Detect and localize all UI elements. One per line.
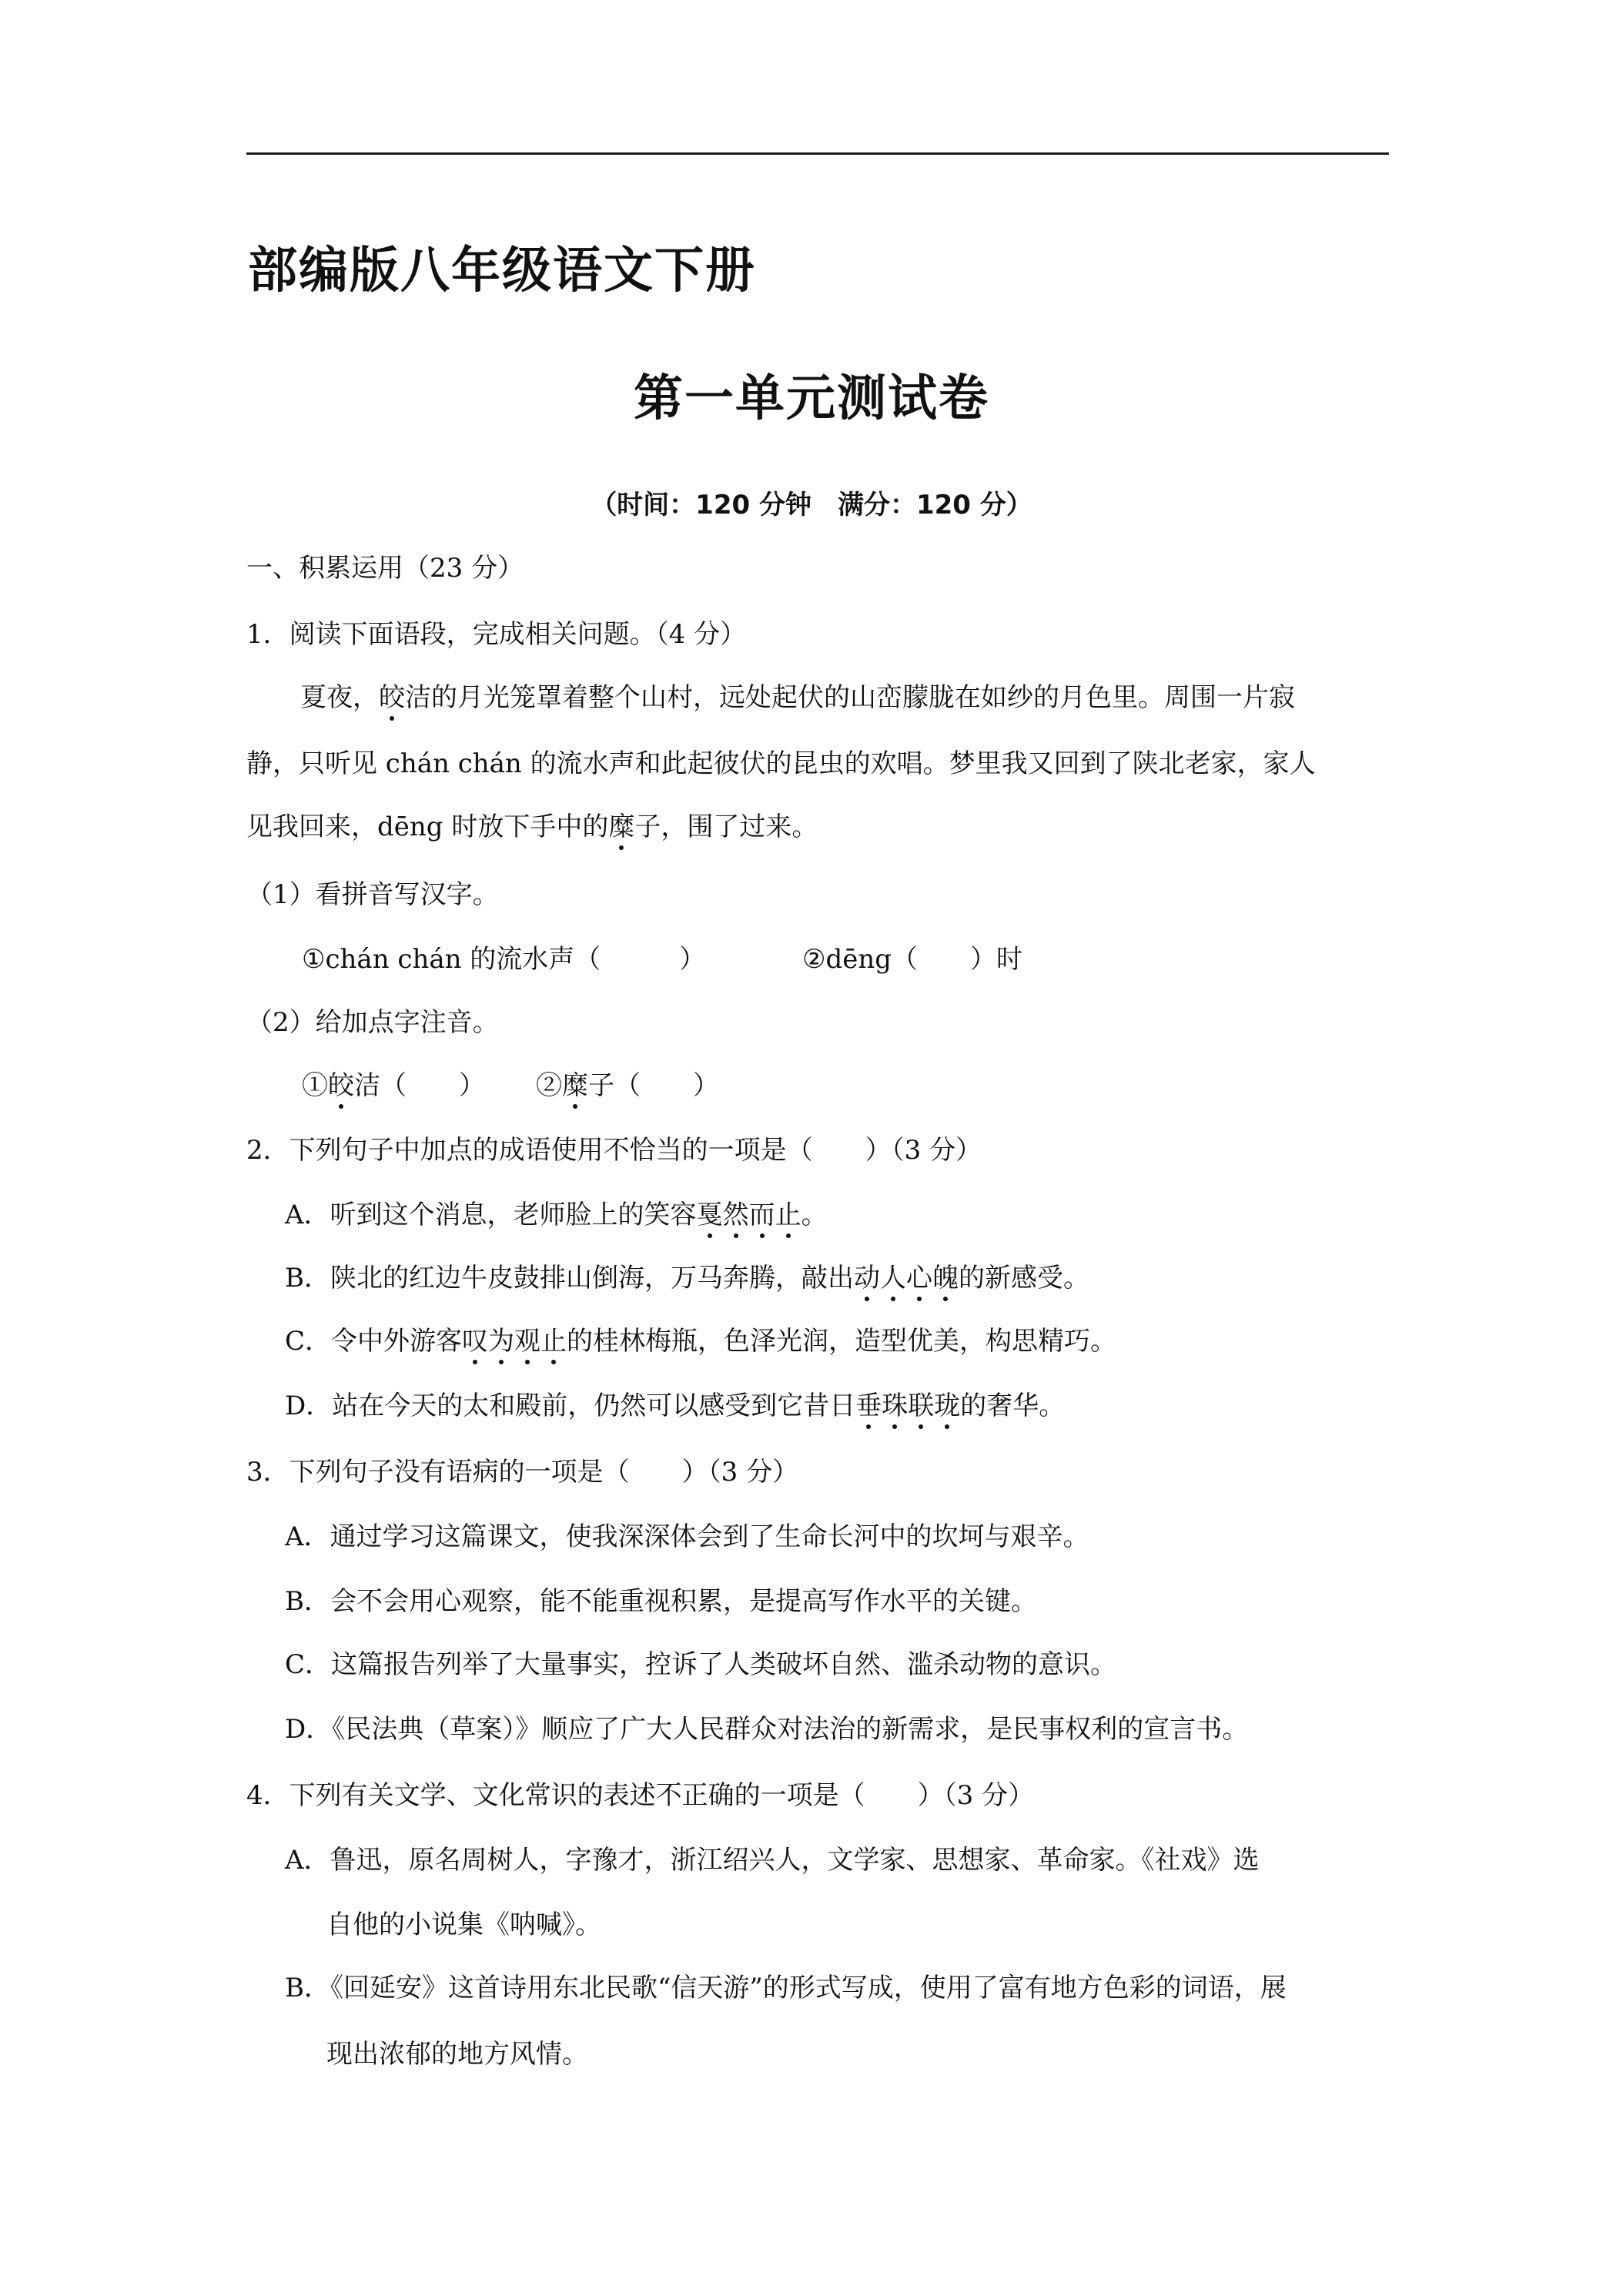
item-number: ①	[302, 1070, 328, 1101]
section-heading: 一、积累运用（23 分）	[246, 553, 524, 584]
question-2-option-c	[285, 1324, 1116, 1358]
item-text: 洁（ ）	[354, 1070, 485, 1101]
option-text: B．陕北的红边牛皮鼓排山倒海，万马奔腾，敲出	[285, 1263, 854, 1294]
dotted-char: 叹	[462, 1326, 489, 1357]
question-2-option-d	[285, 1389, 1065, 1423]
question-1-stem: 1．阅读下面语段，完成相关问题。（4 分）	[246, 619, 747, 650]
dotted-char: 为	[488, 1326, 515, 1357]
header-rule	[246, 152, 1389, 155]
dotted-char: 魄	[932, 1263, 959, 1294]
dotted-char: 皎	[379, 682, 405, 713]
option-text: A．听到这个消息，老师脸上的笑容	[285, 1200, 697, 1230]
option-text: D．站在今天的太和殿前，仍然可以感受到它昔日	[285, 1391, 856, 1421]
question-2-option-a	[285, 1198, 828, 1232]
dotted-char: 止	[540, 1326, 567, 1357]
passage-text: 见我回来，dēng 时放下手中的	[246, 812, 609, 842]
option-text: 的奢华。	[960, 1391, 1066, 1421]
subquestion-1-a: ①chán chán 的流水声（ ）	[302, 944, 706, 975]
question-3-option-c: C．这篇报告列举了大量事实，控诉了人类破坏自然、滥杀动物的意识。	[285, 1649, 1117, 1680]
document-title: 部编版八年级语文下册	[248, 243, 756, 300]
dotted-char: 联	[908, 1391, 935, 1421]
dotted-char: 止	[775, 1200, 801, 1230]
dotted-char: 而	[748, 1200, 775, 1230]
dotted-char: 观	[514, 1326, 541, 1357]
question-2-option-b	[285, 1261, 1089, 1295]
dotted-char: 然	[722, 1200, 749, 1230]
dotted-char: 糜	[608, 812, 635, 842]
question-3-option-a: A．通过学习这篇课文，使我深深体会到了生命长河中的坎坷与艰辛。	[285, 1521, 1089, 1552]
subquestion-1-b: ②dēng（ ）时	[802, 944, 1023, 975]
question-4-option-a-cont: 自他的小说集《呐喊》。	[326, 1909, 601, 1940]
option-text: 。	[801, 1200, 828, 1230]
dotted-char: 皎	[328, 1070, 354, 1101]
passage-line-3	[246, 810, 818, 844]
dotted-char: 珑	[934, 1391, 961, 1421]
dotted-char: 垂	[855, 1391, 882, 1421]
dotted-char: 糜	[562, 1070, 588, 1101]
dotted-char: 珠	[882, 1391, 909, 1421]
passage-text: 子，围了过来。	[634, 812, 818, 842]
question-4-option-b: B．《回延安》这首诗用东北民歌“信天游”的形式写成，使用了富有地方色彩的词语，展	[285, 1973, 1287, 2003]
question-4-option-b-cont: 现出浓郁的地方风情。	[326, 2039, 588, 2070]
passage-line-2: 静，只听见 chán chán 的流水声和此起彼伏的昆虫的欢唱。梦里我又回到了陕北老家，家人	[246, 748, 1316, 779]
subquestion-1: （1）看拼音写汉字。	[246, 879, 499, 910]
dotted-char: 人	[879, 1263, 906, 1294]
dotted-char: 戛	[696, 1200, 723, 1230]
question-3-stem: 3．下列句子没有语病的一项是（ ）（3 分）	[246, 1457, 799, 1488]
question-3-option-b: B．会不会用心观察，能不能重视积累，是提高写作水平的关键。	[285, 1586, 1037, 1617]
dotted-char: 动	[853, 1263, 880, 1294]
subquestion-2: （2）给加点字注音。	[246, 1007, 499, 1038]
subquestion-2-b	[536, 1069, 719, 1103]
option-text: 的桂林梅瓶，色泽光润，造型优美，构思精巧。	[567, 1326, 1117, 1357]
question-4-option-a: A．鲁迅，原名周树人，字豫才，浙江绍兴人，文学家、思想家、革命家。《社戏》选	[285, 1845, 1260, 1876]
passage-text: 洁的月光笼罩着整个山村，远处起伏的山峦朦胧在如纱的月色里。周围一片寂	[405, 682, 1295, 713]
dotted-char: 心	[905, 1263, 932, 1294]
subquestion-2-a	[302, 1069, 485, 1103]
test-meta: （时间：120 分钟 满分：120 分）	[591, 490, 1032, 520]
test-title: 第一单元测试卷	[634, 370, 989, 427]
passage-text: 夏夜，	[300, 682, 379, 713]
item-number: ②	[536, 1070, 562, 1101]
question-2-stem: 2．下列句子中加点的成语使用不恰当的一项是（ ）（3 分）	[246, 1135, 982, 1166]
option-text: C．令中外游客	[285, 1326, 463, 1357]
question-4-stem: 4．下列有关文学、文化常识的表述不正确的一项是（ ）（3 分）	[246, 1780, 1035, 1811]
item-text: 子（ ）	[588, 1070, 719, 1101]
option-text: 的新感受。	[958, 1263, 1089, 1294]
question-3-option-d: D．《民法典（草案）》顺应了广大人民群众对法治的新需求，是民事权利的宣言书。	[285, 1714, 1249, 1745]
passage-line-1	[300, 681, 1295, 715]
